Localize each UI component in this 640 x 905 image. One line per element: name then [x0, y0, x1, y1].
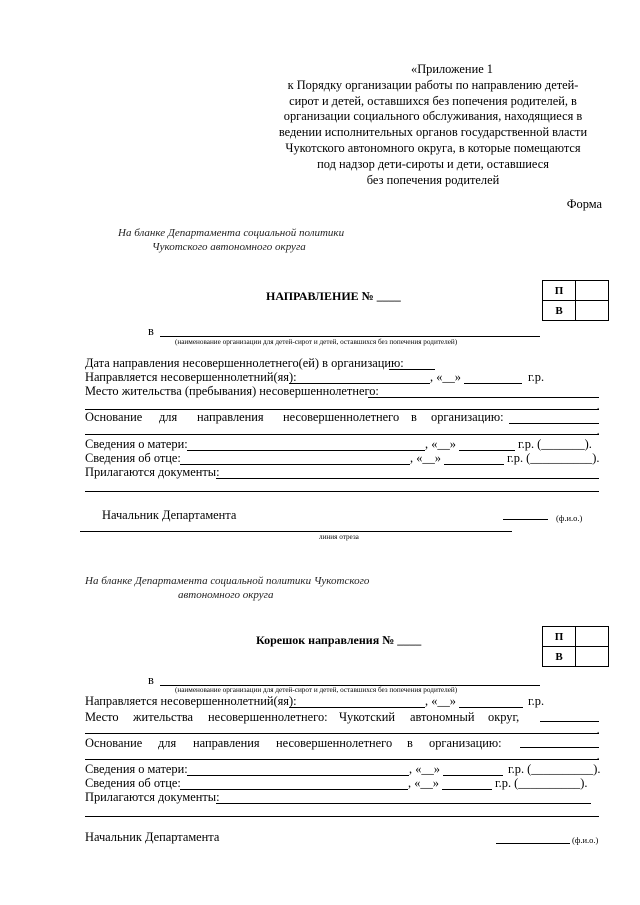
- father-date-quote: , «__»: [410, 451, 441, 465]
- signature-line[interactable]: [503, 519, 548, 520]
- stub-org-prefix: в: [148, 673, 154, 687]
- stub-residence-word: округ,: [488, 710, 520, 724]
- date-field-line[interactable]: [389, 369, 435, 370]
- stub-directed-label: Направляется несовершеннолетний(яя):: [85, 694, 297, 708]
- stub-mother-month-line[interactable]: [443, 775, 503, 776]
- table-cell-empty[interactable]: [576, 647, 609, 667]
- stub-basis-word: несовершеннолетнего: [276, 736, 393, 750]
- stub-title: Корешок направления № ____: [256, 633, 422, 647]
- appendix-line: к Порядку организации работы по направлению детей-: [287, 77, 579, 92]
- docs-line[interactable]: [216, 478, 599, 479]
- forma-label: Форма: [566, 197, 602, 211]
- stub-blank-note-line1: На бланке Департамента социальной политики Чукотского: [85, 575, 370, 587]
- org-field-line[interactable]: [160, 336, 540, 337]
- stub-residence-line-2[interactable]: [85, 733, 599, 734]
- stub-residence-line[interactable]: [540, 721, 599, 722]
- stub-head-label: Начальник Департамента: [85, 830, 220, 844]
- stub-basis-word: для: [158, 736, 177, 750]
- table-cell-v: В: [543, 647, 576, 667]
- stub-blank-note-line2: автономного округа: [178, 589, 274, 601]
- basis-word: для: [159, 410, 178, 424]
- blank-note-line1: На бланке Департамента социальной политики: [118, 227, 345, 239]
- appendix-line: под надзор дети-сироты и дети, оставшиеся: [317, 156, 549, 171]
- appendix-line: сирот и детей, оставшихся без попечения родителей, в: [289, 93, 577, 108]
- docs-line-2[interactable]: [85, 491, 599, 492]
- basis-word: несовершеннолетнего: [283, 410, 400, 424]
- stub-mother-label: Сведения о матери:: [85, 762, 188, 776]
- stub-birth-month-line[interactable]: [459, 707, 523, 708]
- stub-father-date-quote: , «__»: [408, 776, 439, 790]
- blank-note-line2: Чукотского автономного округа: [152, 241, 306, 253]
- stub-directed-name-line[interactable]: [289, 707, 425, 708]
- father-gr: г.р. (__________).: [507, 451, 600, 465]
- basis-word: в: [411, 410, 417, 424]
- docs-label: Прилагаются документы:: [85, 465, 220, 479]
- residence-line[interactable]: [368, 397, 599, 398]
- stub-basis-line-2[interactable]: [85, 759, 599, 760]
- table-cell-p: П: [543, 281, 576, 301]
- cut-line-caption: линия отреза: [319, 533, 359, 541]
- appendix-header: [262, 62, 604, 188]
- mother-gr: г.р. (_______).: [518, 437, 592, 451]
- table-cell-empty[interactable]: [576, 301, 609, 321]
- stub-basis-word: в: [407, 736, 413, 750]
- stub-fio-caption: (ф.и.о.): [572, 835, 599, 845]
- stub-pv-table: [542, 626, 609, 667]
- father-label: Сведения об отце:: [85, 451, 181, 465]
- stub-mother-date-quote: , «__»: [409, 762, 440, 776]
- table-cell-empty[interactable]: [576, 281, 609, 301]
- mother-label: Сведения о матери:: [85, 437, 188, 451]
- mother-date-quote: , «__»: [425, 437, 456, 451]
- stub-year-suffix: г.р.: [528, 694, 545, 708]
- org-caption: (наименование организации для детей-сирот и детей, оставшихся без попечения родителей): [175, 338, 458, 346]
- basis-word: организацию:: [431, 410, 504, 424]
- stub-date-quote: , «__»: [425, 694, 456, 708]
- stub-residence-word: автономный: [410, 710, 475, 724]
- stub-residence-word: Чукотский: [339, 710, 396, 724]
- org-prefix: в: [148, 324, 154, 338]
- pv-table: [542, 280, 609, 321]
- stub-signature-line[interactable]: [496, 843, 570, 844]
- stub-mother-gr: г.р. (__________).: [508, 762, 601, 776]
- year-suffix: г.р.: [528, 370, 545, 384]
- table-cell-p: П: [543, 627, 576, 647]
- stub-docs-line-2[interactable]: [85, 816, 599, 817]
- stub-residence-word: Место: [85, 710, 119, 724]
- basis-line-2[interactable]: [85, 434, 599, 435]
- stub-basis-line[interactable]: [520, 747, 599, 748]
- stub-basis-word: Основание: [85, 736, 143, 750]
- stub-father-month-line[interactable]: [442, 789, 492, 790]
- cut-line: [80, 531, 512, 532]
- table-cell-v: В: [543, 301, 576, 321]
- birth-month-line[interactable]: [464, 383, 522, 384]
- stub-residence-word: несовершеннолетнего:: [208, 710, 328, 724]
- basis-line[interactable]: [509, 423, 599, 424]
- table-cell-empty[interactable]: [576, 627, 609, 647]
- stub-basis-word: направления: [193, 736, 260, 750]
- mother-line[interactable]: [187, 450, 425, 451]
- stub-father-label: Сведения об отце:: [85, 776, 181, 790]
- appendix-line: «Приложение 1: [411, 62, 493, 76]
- head-label: Начальник Департамента: [102, 508, 237, 522]
- stub-mother-line[interactable]: [187, 775, 409, 776]
- basis-word: Основание: [85, 410, 143, 424]
- father-month-line[interactable]: [444, 464, 504, 465]
- fio-caption: (ф.и.о.): [556, 513, 583, 523]
- direction-title: НАПРАВЛЕНИЕ № ____: [266, 289, 401, 303]
- appendix-line: организации социального обслуживания, находящиеся в: [283, 109, 583, 124]
- appendix-line: без попечения родителей: [366, 172, 500, 187]
- residence-label: Место жительства (пребывания) несовершеннолетнего:: [85, 384, 379, 398]
- date-label: Дата направления несовершеннолетнего(ей) в организацию:: [85, 356, 404, 370]
- date-quote: , «__»: [430, 370, 461, 384]
- appendix-line: ведении исполнительных органов государственной власти: [278, 125, 588, 140]
- directed-label: Направляется несовершеннолетний(яя):: [85, 370, 297, 384]
- stub-residence-word: жительства: [133, 710, 194, 724]
- stub-docs-label: Прилагаются документы:: [85, 790, 220, 804]
- stub-father-gr: г.р. (__________).: [495, 776, 588, 790]
- stub-basis-word: организацию:: [429, 736, 502, 750]
- stub-docs-line[interactable]: [216, 803, 591, 804]
- stub-org-caption: (наименование организации для детей-сирот и детей, оставшихся без попечения родителей): [175, 686, 458, 694]
- appendix-line: Чукотского автономного округа, в которые помещаются: [285, 140, 581, 155]
- basis-word: направления: [197, 410, 264, 424]
